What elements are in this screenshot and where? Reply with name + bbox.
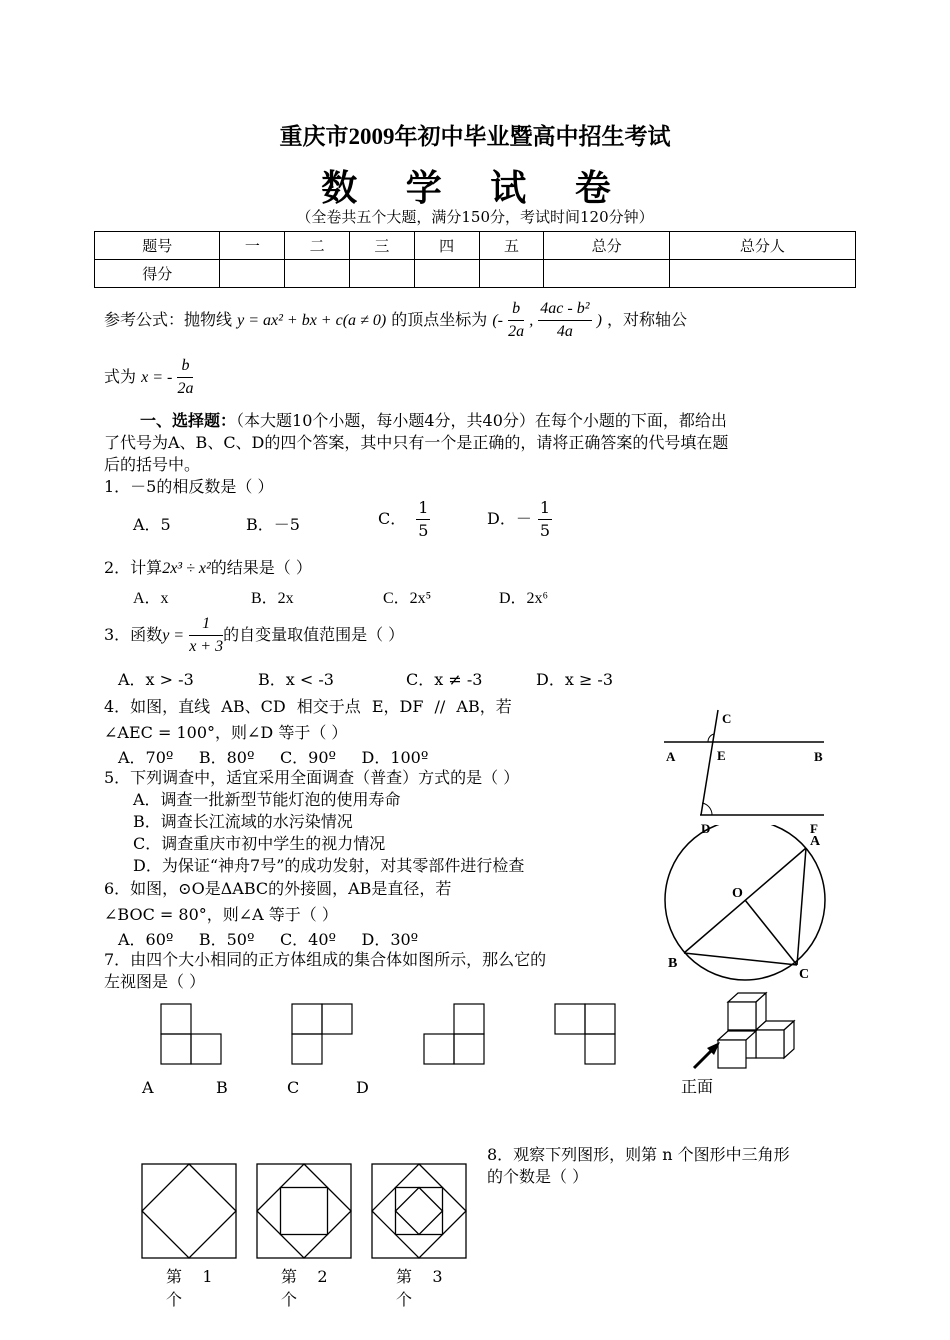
caption-2: 第 2 [281,1267,328,1286]
pattern-3 [372,1164,466,1258]
label-b: B [668,956,678,971]
radius-oc [745,900,797,965]
pattern-1 [142,1164,236,1258]
question-4-options: A．70º B．80º C．90º D．100º [118,748,429,767]
table-cell: 二 [285,232,350,260]
question-5-stem: 5．下列调查中，适宜采用全面调查（普查）方式的是（ ） [104,768,520,787]
table-cell: 得分 [95,260,220,288]
circle-o [665,825,825,980]
label-d: D [701,821,711,835]
question-4-stem: ∠AEC = 100°，则∠D 等于（ ） [104,723,348,742]
option-a-label: A [142,1078,154,1097]
option-a: A．调查一批新型节能灯泡的使用寿命 [133,790,401,809]
question-4-stem: 4．如图，直线 AB、CD 相交于点 E，DF // AB，若 [104,697,512,716]
fraction: $\frac{\text{4ac - b²}}{4a}$ [540,300,590,340]
question-6-stem: 6．如图，⊙O是ΔABC的外接圆，AB是直径，若 [104,879,452,898]
table-row [95,260,856,288]
question-3-stem: 3．函数y = $\frac{1}{x + 3}$ 的自变量取值范围是（ ） [104,615,405,655]
question-1-stem: 1．－5的相反数是（ ） [104,477,274,496]
intersecting-lines-figure [664,705,834,835]
option-c: C．x ≠ -3 [406,670,483,689]
caption-2: 个 [281,1290,298,1309]
view-b [292,1004,352,1064]
exam-note: （全卷共五个大题，满分150分，考试时间120分钟） [296,208,654,226]
section-desc: 后的括号中。 [104,455,201,474]
view-c [424,1004,484,1064]
side-bc [684,953,797,965]
caption-1: 个 [166,1290,183,1309]
exam-title: 重庆市2009年初中毕业暨高中招生考试 [279,124,671,149]
option-b-label: B [216,1078,228,1097]
q7-option-views [160,1003,630,1068]
side-ac [797,848,806,965]
option-d-label: D [356,1078,369,1097]
circumcircle-figure [660,825,835,985]
cube-stack-figure [680,990,800,1075]
line-cd [701,710,718,815]
label-e: E [717,748,726,763]
score-table [94,231,856,288]
label-a: A [666,749,676,764]
option-b: B．－5 [246,515,300,534]
section-heading: 一、选择题：（本大题10个小题，每小题4分，共40分）在每个小题的下面，都给出 [140,411,727,430]
option-d: D．2x⁶ [499,590,549,607]
table-cell: 一 [220,232,285,260]
caption-3: 个 [396,1290,413,1309]
option-a: A．x > -3 [118,670,194,689]
fraction: $\frac{b}{2a}$ [508,300,525,340]
table-cell: 三 [350,232,415,260]
table-cell: 四 [414,232,479,260]
table-cell: 五 [479,232,544,260]
table-cell: 题号 [95,232,220,260]
question-8-stem: 的个数是（ ） [487,1167,589,1186]
option-a: A．x [133,590,169,607]
reference-formula: 参考公式：抛物线 y = ax² + bx + c(a ≠ 0) 的顶点坐标为 (- $\frac{b}{2a}$ , $\frac{\text{4ac - b²}}{4a}$ ) ，对称轴公 [104,298,687,343]
view-d [555,1004,615,1064]
label-a: A [810,834,821,849]
option-a: A．5 [133,515,171,534]
table-row [95,232,856,260]
pattern-2 [257,1164,351,1258]
section-desc: 了代号为A、B、C、D的四个答案，其中只有一个是正确的，请将正确答案的代号填在题 [104,433,729,452]
option-d: D．为保证“神舟7号”的成功发射，对其零部件进行检查 [133,856,525,875]
parabola-expr: y = ax² + bx + c(a ≠ 0) [237,312,387,329]
table-cell: 总分人 [669,232,855,260]
label-c: C [722,711,732,726]
label-b: B [814,749,823,764]
option-d: D．x ≥ -3 [536,670,614,689]
paper-subtitle: 数 学 试 卷 [321,167,629,209]
fraction: $\frac{b}{2a}$ [177,357,194,397]
axis-formula: 式为 x = - $\frac{b}{2a}$ [104,355,193,400]
q8-pattern-figures [140,1162,470,1262]
question-2-stem: 2．计算2x³ ÷ x²的结果是（ ） [104,558,312,577]
question-7-stem: 左视图是（ ） [104,972,206,991]
option-c: C．调查重庆市初中学生的视力情况 [133,834,386,853]
view-a [161,1004,221,1064]
label-f: F [810,821,818,835]
caption-1: 第 1 [166,1267,213,1286]
label-o: O [732,886,743,901]
option-c: C．2x⁵ [383,590,432,607]
question-6-stem: ∠BOC = 80°，则∠A 等于（ ） [104,905,338,924]
caption-3: 第 3 [396,1267,443,1286]
option-d: D．－ $\frac{1}{5}$ [487,498,551,540]
question-8-stem: 8．观察下列图形，则第 n 个图形中三角形 [487,1145,790,1164]
option-b: B．2x [251,590,294,607]
option-b: B．调查长江流域的水污染情况 [133,812,353,831]
front-label: 正面 [681,1077,714,1096]
option-b: B．x < -3 [258,670,334,689]
label-c: C [799,967,810,982]
option-c-label: C [287,1078,300,1097]
option-c: C． $\frac{1}{5}$ [378,498,429,540]
table-cell: 总分 [544,232,669,260]
question-7-stem: 7．由四个大小相同的正方体组成的集合体如图所示，那么它的 [104,950,547,969]
question-6-options: A．60º B．50º C．40º D．30º [118,930,419,949]
